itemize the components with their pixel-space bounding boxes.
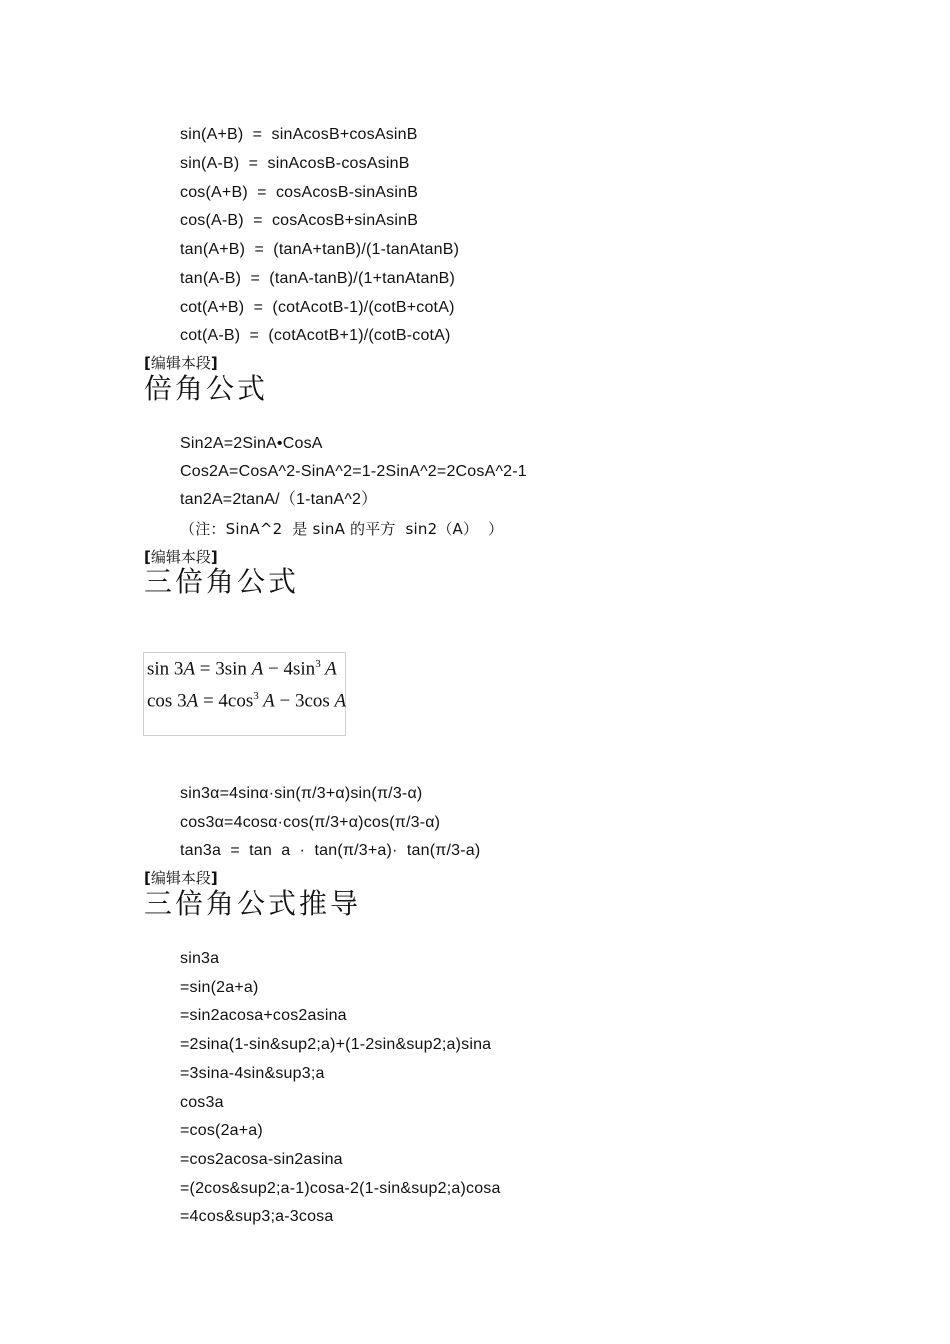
edit-section-link[interactable] bbox=[144, 354, 218, 372]
derivation-line: =2sina(1-sin&sup2;a)+(1-2sin&sup2;a)sina bbox=[180, 1036, 492, 1053]
edit-section-link[interactable] bbox=[144, 869, 218, 887]
derivation-line: cos3a bbox=[180, 1094, 224, 1111]
bracket-open: [ bbox=[144, 354, 151, 372]
edit-section-link[interactable] bbox=[144, 548, 218, 566]
edit-link-text: 编辑本段 bbox=[150, 548, 211, 566]
formula-line: Sin2A=2SinA•CosA bbox=[180, 435, 323, 452]
formula-line: tan3a = tan a · tan(π/3+a)· tan(π/3-a) bbox=[180, 842, 481, 859]
formula-line: tan(A-B) = (tanA-tanB)/(1+tanAtanB) bbox=[180, 270, 456, 287]
formula-line: cos(A+B) = cosAcosB-sinAsinB bbox=[180, 184, 419, 201]
bracket-close: ] bbox=[210, 354, 218, 372]
derivation-line: =3sina-4sin&sup3;a bbox=[180, 1065, 325, 1082]
bracket-open: [ bbox=[144, 869, 151, 887]
formula-line: tan(A+B) = (tanA+tanB)/(1-tanAtanB) bbox=[180, 241, 460, 258]
bracket-open: [ bbox=[144, 548, 151, 566]
formula-line: sin3α=4sinα·sin(π/3+α)sin(π/3-α) bbox=[180, 785, 423, 802]
bracket-close: ] bbox=[210, 548, 218, 566]
formula-line: tan2A=2tanA/（1-tanA^2） bbox=[180, 491, 378, 508]
derivation-line: =4cos&sup3;a-3cosa bbox=[180, 1208, 334, 1225]
edit-link-text: 编辑本段 bbox=[150, 354, 211, 372]
formula-line: cos3α=4cosα·cos(π/3+α)cos(π/3-α) bbox=[180, 814, 441, 831]
derivation-line: sin3a bbox=[180, 950, 220, 967]
formula-line: sin(A+B) = sinAcosB+cosAsinB bbox=[180, 126, 418, 143]
formula-image-line-1: sin 3A = 3sin $A - 4\sin^3$ A bbox=[147, 658, 337, 680]
formula-line: Cos2A=CosA^2-SinA^2=1-2SinA^2=2CosA^2-1 bbox=[180, 463, 527, 480]
section-heading-triple-angle: 三倍角公式 bbox=[144, 565, 300, 598]
formula-line: sin(A-B) = sinAcosB-cosAsinB bbox=[180, 155, 410, 172]
derivation-line: =(2cos&sup2;a-1)cosa-2(1-sin&sup2;a)cosa bbox=[180, 1180, 501, 1197]
note-line: （注：SinA^2 是 sinA 的平方 sin2（A） ） bbox=[180, 520, 504, 538]
edit-link-text: 编辑本段 bbox=[150, 869, 211, 887]
derivation-line: =sin(2a+a) bbox=[180, 979, 259, 996]
derivation-line: =sin2acosa+cos2asina bbox=[180, 1007, 347, 1024]
derivation-line: =cos2acosa-sin2asina bbox=[180, 1151, 343, 1168]
formula-line: cot(A+B) = (cotAcotB-1)/(cotB+cotA) bbox=[180, 299, 455, 316]
formula-line: cos(A-B) = cosAcosB+sinAsinB bbox=[180, 212, 419, 229]
bracket-close: ] bbox=[210, 869, 218, 887]
formula-line: cot(A-B) = (cotAcotB+1)/(cotB-cotA) bbox=[180, 327, 451, 344]
formula-image-line-2: $\cos 3A = 4\cos^3$ A − 3cos A bbox=[147, 690, 347, 712]
section-heading-triple-angle-derivation: 三倍角公式推导 bbox=[144, 887, 362, 920]
section-heading-double-angle: 倍角公式 bbox=[144, 372, 269, 405]
derivation-line: =cos(2a+a) bbox=[180, 1122, 263, 1139]
triple-angle-formula-image bbox=[143, 652, 346, 736]
